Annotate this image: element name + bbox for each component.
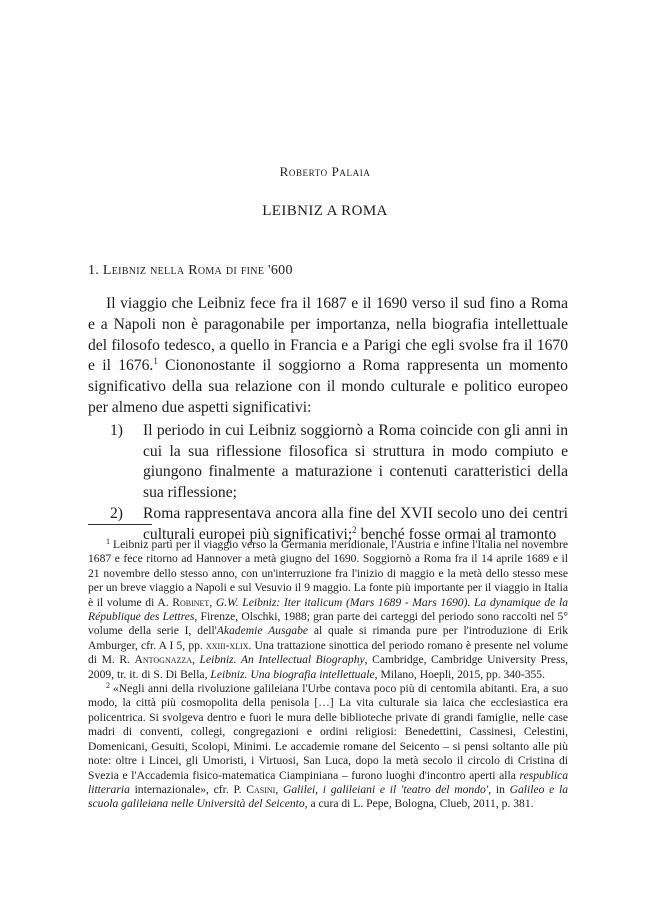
cited-title: Leibniz. An Intellectual Biography — [199, 653, 365, 667]
footnote-2 — [88, 682, 568, 812]
author-name: Roberto Palaia — [279, 164, 371, 179]
footnotes — [88, 538, 568, 812]
list-item-text: Il periodo in cui Leibniz soggiornò a Roma coincide con gli anni in cui la sua riflessione filosofica si struttura in modo compiuto e giungono finalmente a maturazione i contenuti caratteristici della sua riflessione; — [143, 421, 568, 502]
cited-author: Antognazza — [134, 653, 193, 667]
footnote-mark: 1 — [106, 537, 110, 546]
numbered-list — [88, 421, 568, 546]
article-title: LEIBNIZ A ROMA — [262, 203, 388, 219]
intro-paragraph — [88, 294, 568, 419]
footnote-ref-2[interactable]: 2 — [352, 524, 357, 535]
footnote-text: , Firenze, Olschki, 1988; gran parte dei carteggi del periodo sono raccolti nel 5° volume della serie I, dell' — [88, 610, 568, 638]
cited-title: respublica litteraria — [88, 768, 568, 796]
footnote-1 — [88, 538, 568, 682]
footnote-text: , in — [488, 782, 510, 796]
footnote-ref-1[interactable]: 1 — [153, 356, 158, 367]
intro-text: Il viaggio che Leibniz fece fra il 1687 e il 1690 verso il sud fino a Roma e a Napoli non è paragonabile per importanza, nella biografia intellettuale del filosofo tedesco, a quello in Francia e a Parigi che egli svolse fra il 1670 e il 1676. — [88, 295, 568, 375]
cited-author: Robinet — [172, 595, 210, 609]
page-range: xxiii-xlix — [205, 638, 249, 652]
cited-title: Leibniz. Una biografia intellettuale — [210, 667, 375, 681]
list-number: 1) — [110, 421, 123, 439]
footnote-text: , — [192, 653, 200, 667]
footnote-separator — [88, 524, 152, 525]
footnote-text: , a cura di L. Pepe, Bologna, Clueb, 2011, p. 381. — [304, 797, 534, 811]
cited-author: Casini — [246, 782, 276, 796]
list-number: 2) — [110, 504, 123, 522]
main-text — [88, 294, 568, 546]
footnote-text: Leibniz partì per il viaggio verso la Germania meridionale, l'Austria e infine l'Italia nel novembre 1687 e fece ritorno ad Hannover a metà giugno del 1690. Soggiornò a Roma fra il 14 aprile 1689 e il 21 novembre dello stesso anno, con un'interruzione fra l'inizio di maggio e la metà dello stesso mese per un breve viaggio a Napoli e sul Vesuvio il 9 maggio. La fonte più importante per il viaggio in Italia è il volume di A. — [88, 538, 568, 609]
cited-title: G.W. Leibniz: Iter italicum (Mars 1689 - Mars 1690). La dynamique de la République des Lettres — [88, 595, 568, 624]
footnote-text: , — [209, 595, 216, 609]
footnote-mark: 2 — [106, 681, 110, 691]
intro-text-cont: Ciononostante il soggiorno a Roma rappresenta un momento significativo della sua relazione con il mondo culturale e politico europeo per almeno due aspetti significativi: — [88, 357, 568, 416]
footnote-text: al quale si rimanda pure per l'introduzione di Erik Amburger, cfr. A I 5, pp. — [88, 624, 568, 652]
cited-title: Galileo e la scuola galileiana nelle Università del Seicento — [88, 782, 569, 811]
footnote-text: . Una trattazione sinottica del periodo romano è presente nel volume di M. R. — [88, 638, 569, 667]
section-heading: 1. Leibniz nella Roma di fine '600 — [88, 263, 293, 278]
cited-title: Galilei, i galileiani e il 'teatro del mondo' — [282, 782, 489, 796]
footnote-text: , Milano, Hoepli, 2015, pp. 340-355. — [374, 667, 545, 681]
footnote-text: , Cambridge, Cambridge University Press, 2009, tr. it. di S. Di Bella, — [88, 653, 568, 681]
list-item — [88, 421, 568, 504]
list-item-text-cont: benché fosse ormai al tramonto — [356, 525, 557, 543]
cited-title: Akademie Ausgabe — [216, 624, 309, 638]
footnote-text: , — [275, 782, 283, 796]
footnote-text: «Negli anni della rivoluzione galileiana l'Urbe contava poco più di centomila abitanti. Era, a suo modo, la città più cosmopolita della penisola […] La vita culturale sia laica che ecclesiastica era policentrica. Si svolgeva dentro e fuori le mura delle biblioteche private di grandi famiglie, nelle case madri di conventi, collegi, congregazioni e ordini religiosi: Benedettini, Cassinesi, Celestini, Domenicani, Gesuiti, Scolopi, Minimi. Le accademie romane del Seicento – si pensi soltanto alle più note: oltre i Lincei, gli Umoristi, i Virtuosi, San Luca, dopo la metà secolo il circolo di Cristina di Svezia e l'Accademia fisico-matematica Ciampiniana – furono luoghi d'incontro aperti alla — [88, 682, 568, 782]
list-item-text: Roma rappresentava ancora alla fine del XVII secolo uno dei centri culturali europei più significativi; — [143, 504, 568, 543]
footnote-text: internazionale», cfr. P. — [129, 782, 247, 796]
